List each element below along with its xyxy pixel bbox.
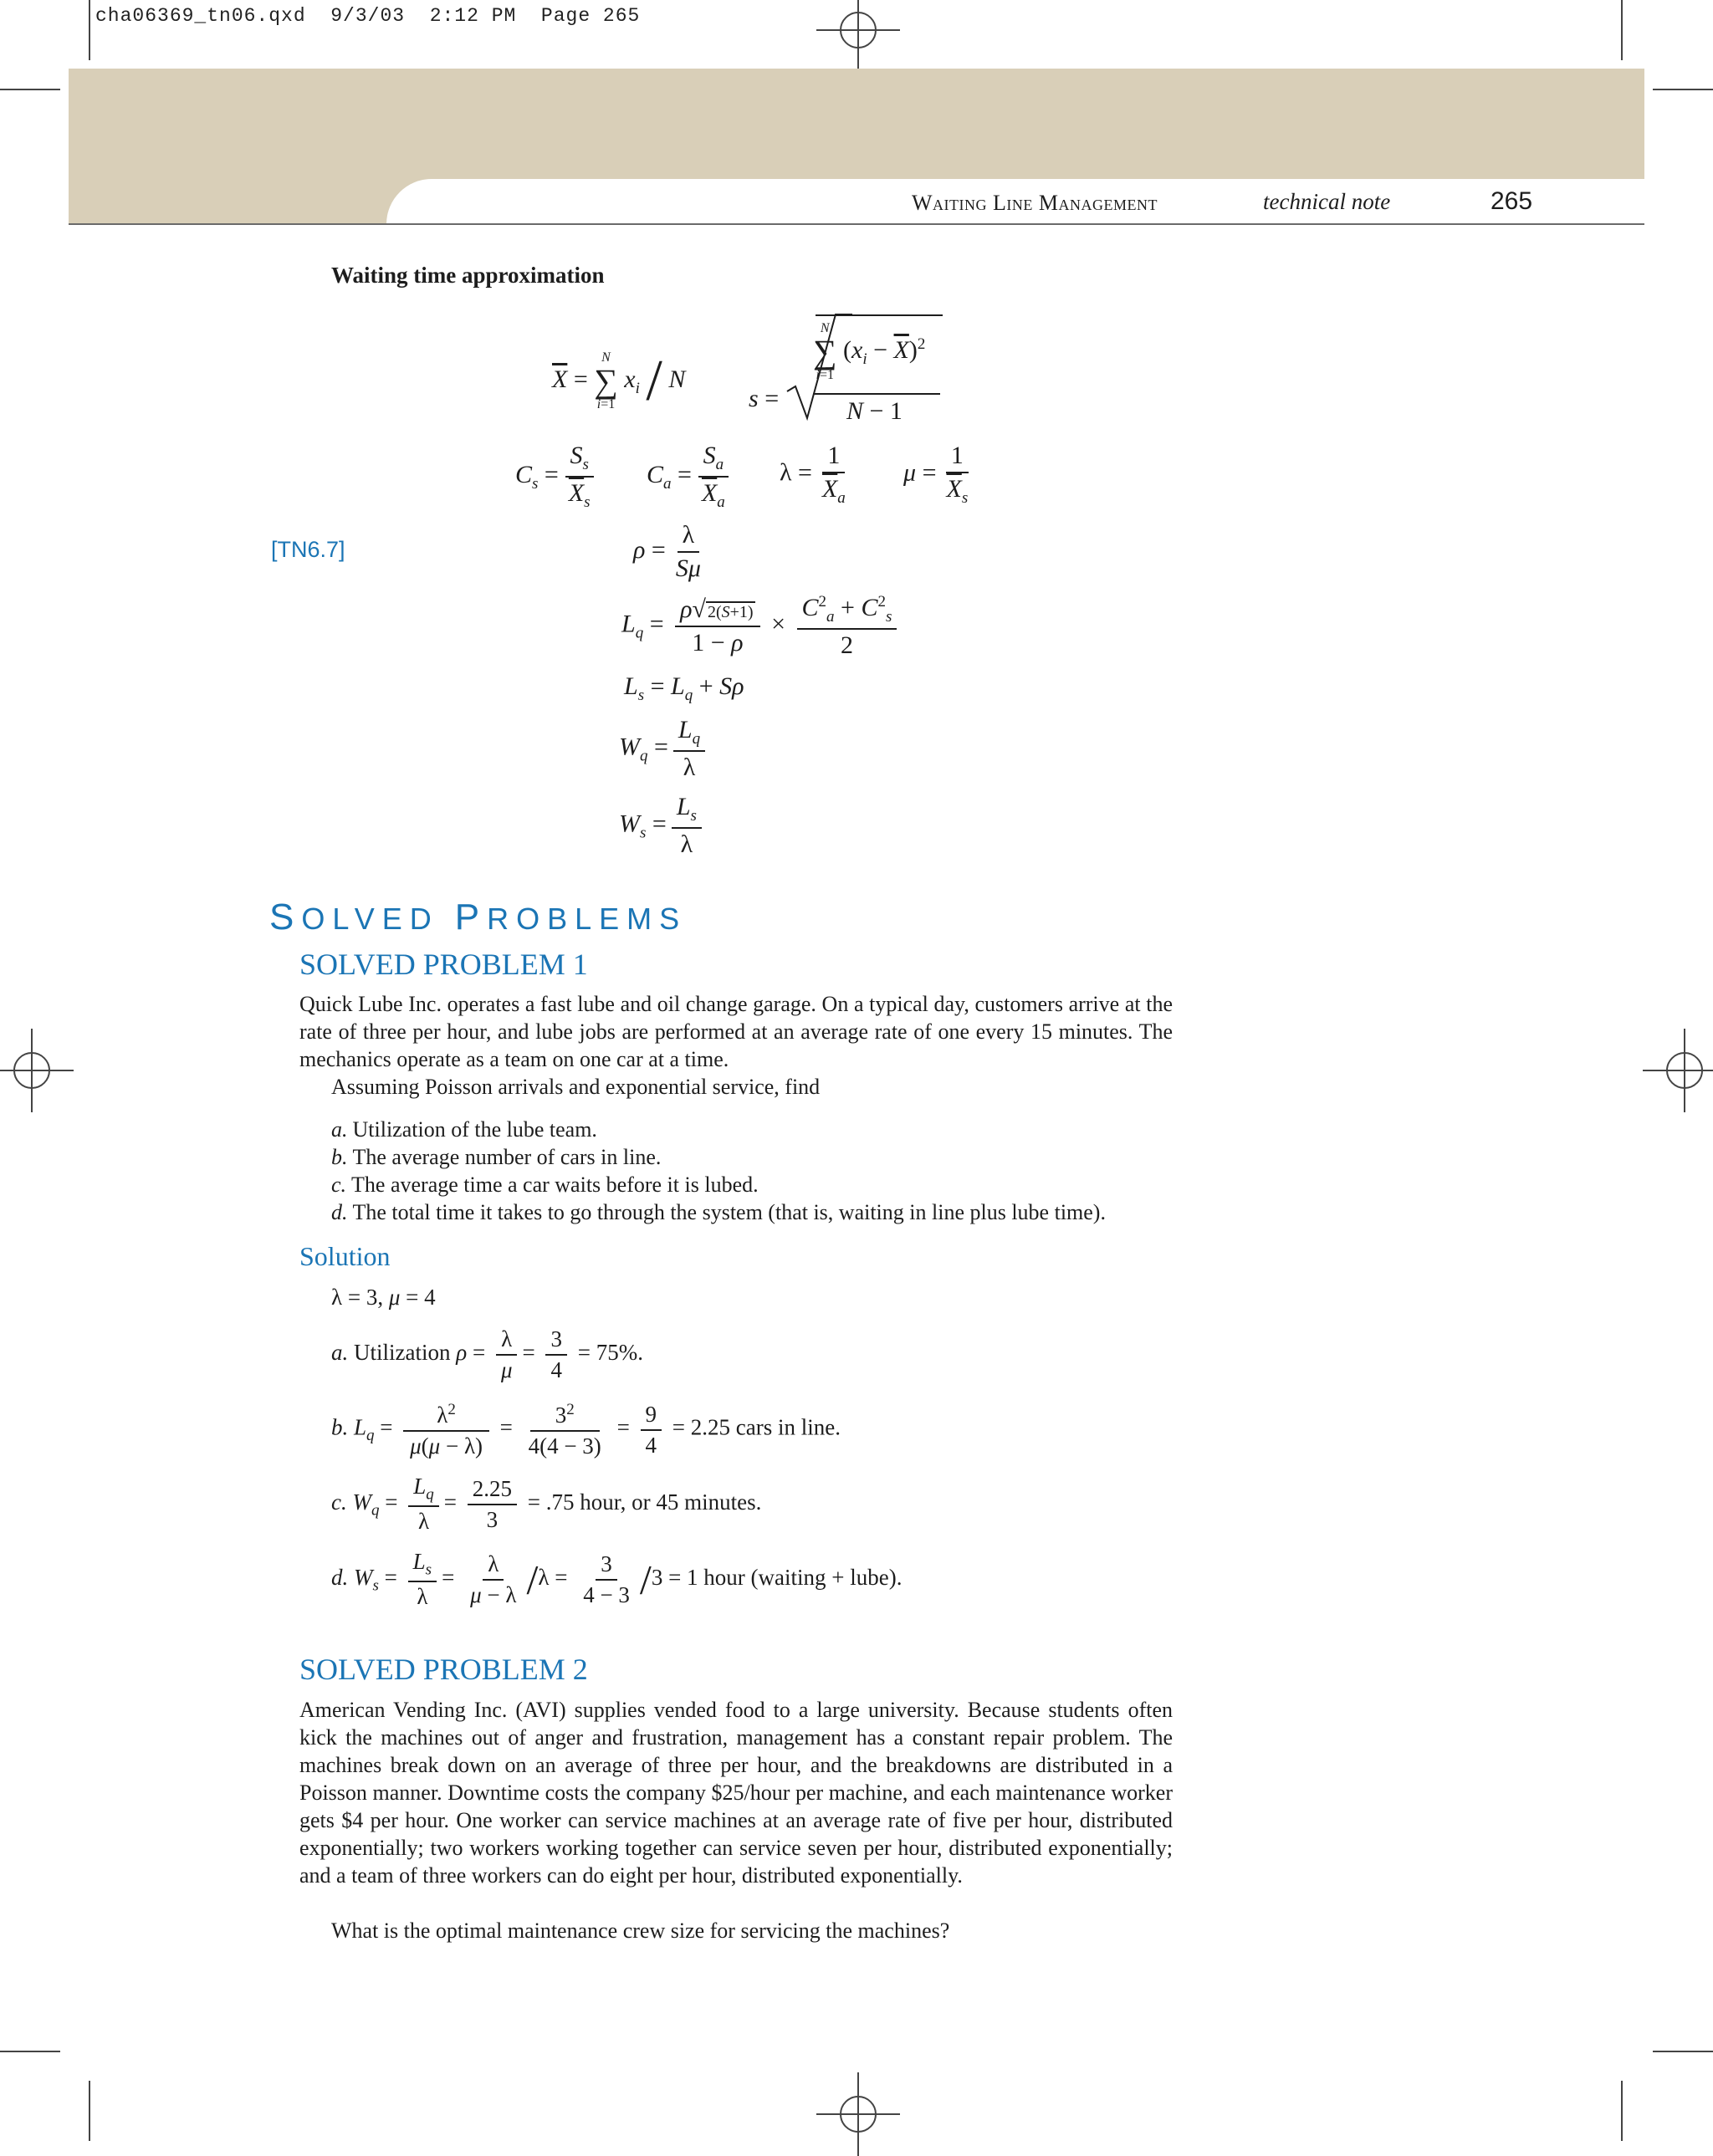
formula-rho: ρ = $\frac{\lambda}{S\mu}$ (633, 521, 701, 582)
crop-mark (0, 2051, 60, 2052)
item-text: The total time it takes to go through the system (that is, waiting in line plus lube time). (352, 1200, 1106, 1224)
sqrt-bar (816, 314, 943, 316)
solution-d-result: = 1 hour (waiting + lube). (668, 1564, 903, 1590)
problem-1-prompt: Assuming Poisson arrivals and exponential service, find (331, 1075, 821, 1099)
item-letter: b. (331, 1145, 348, 1169)
solution-label: Solution (299, 1241, 391, 1271)
solution-c: c. $W_q$ = $\frac{L_q}{\lambda}$ = $\frac{2.25}{3}$ = .75 hour, or 45 minutes. (331, 1474, 762, 1535)
formula-std-dev-numerator: N ∑ i=1 $(x_i - \overline{X})^2$ (813, 321, 926, 382)
item-letter: c. (331, 1173, 347, 1197)
item-letter: a. (331, 1117, 348, 1142)
registration-mark (13, 1052, 50, 1089)
solution-b: b. $L_q$ = $\frac{\lambda^2}{\mu(\mu - \lambda)}$ = $\frac{3^2}{4(4 - 3)}$ = $\frac{9}{4}$ = 2.25 cars in line. (331, 1401, 841, 1459)
formula-wq: $W_q$ = $\frac{L_q}{\lambda}$ (619, 718, 710, 780)
solution-a-label: Utilization (354, 1340, 451, 1366)
crop-mark (89, 2081, 90, 2141)
slug-date: 9/3/03 (330, 5, 406, 27)
formula-std-dev-denominator: N − 1 (846, 397, 903, 425)
registration-mark (1666, 1052, 1703, 1089)
formula-ca: $C_a$ = $\frac{S_a}{\overline{X}_a}$ (647, 443, 735, 510)
problem-2-text: American Vending Inc. (AVI) supplies vended food to a large university. Because students often kick the machines out of anger and frustration, management has a constant repair problem. The machines break down on an average of three per hour, and the breakdowns are distributed in a Poisson manner. Downtime costs the company $25/hour per machine, and each maintenance worker gets $4 per hour. One worker can service machines at an average rate of five per hour, distributed exponentially; two workers working together can service seven per hour, distributed exponentially; and a team of three workers can do eight per hour, distributed exponentially. (299, 1698, 1173, 1888)
item-text: The average time a car waits before it is lubed. (351, 1173, 759, 1197)
item-letter: d. (331, 1200, 348, 1224)
solution-d: d. $W_s$ = $\frac{L_s}{\lambda}$ = $\frac{\lambda}{\mu - \lambda}$ /λ = $\frac{3}{4 - 3}$ /3 = 1 hour (waiting + lube). (331, 1549, 903, 1610)
formula-ws: $W_s$ = $\frac{L_s}{\lambda}$ (619, 794, 707, 857)
solution-a: a. Utilization ρ = $\frac{\lambda}{\mu}$ = $\frac{3}{4}$ = 75%. (331, 1326, 643, 1382)
solution-b-result: = 2.25 cars in line. (672, 1414, 841, 1440)
slug-file: cha06369_tn06.qxd (95, 5, 306, 27)
slug-page: Page 265 (540, 5, 641, 27)
list-item (331, 1143, 1176, 1171)
formula-lq: $L_q$ = $\frac{\rho√ 2(S+1)}{1 - \rho}$ × $\frac{C^2_a + C^2_s}{2}$ (621, 594, 902, 658)
list-item (331, 1171, 1176, 1198)
crop-mark (1653, 89, 1713, 90)
approximation-heading: Waiting time approximation (331, 263, 605, 288)
problem-1-title: SOLVED PROBLEM 1 (299, 948, 588, 981)
problem-1-items (331, 1116, 1176, 1226)
solution-given: λ = 3, μ = 4 (331, 1285, 436, 1310)
crop-mark (1621, 0, 1623, 60)
solution-a-result: = 75%. (577, 1340, 643, 1366)
formula-mu: μ = $\frac{1}{\overline{X}_s}$ (903, 442, 969, 507)
problem-2-title: SOLVED PROBLEM 2 (299, 1653, 588, 1686)
running-title: Waiting Line Management (912, 191, 1158, 215)
crop-mark (1653, 2051, 1713, 2052)
page-number: 265 (1491, 187, 1533, 215)
crop-mark (0, 89, 60, 90)
formula-lambda: λ = $\frac{1}{\overline{X}_a}$ (780, 442, 846, 507)
registration-mark (840, 2096, 877, 2133)
fraction-bar (813, 393, 940, 395)
section-title: SOLVED PROBLEMS (269, 897, 688, 938)
running-note: technical note (1263, 189, 1391, 214)
formula-cs: $C_s$ = $\frac{S_s}{\overline{X}_s}$ (515, 443, 601, 510)
problem-1-text: Quick Lube Inc. operates a fast lube and oil change garage. On a typical day, customers arrive at the rate of three per hour, and lube jobs are performed at an average rate of one every 15 minutes. The mechanics operate as a team on one car at a time. (299, 992, 1173, 1071)
list-item (331, 1198, 1176, 1226)
formula-ls: $L_s = L_q + S\rho$ (624, 672, 744, 704)
slug-line (95, 5, 640, 27)
item-text: Utilization of the lube team. (352, 1117, 597, 1142)
crop-mark (1621, 2081, 1623, 2141)
item-text: The average number of cars in line. (352, 1145, 662, 1169)
solution-c-result: = .75 hour, or 45 minutes. (527, 1489, 762, 1515)
slug-time: 2:12 PM (429, 5, 517, 27)
registration-mark (840, 12, 877, 49)
header-rule (69, 223, 1644, 225)
equation-reference: [TN6.7] (271, 537, 345, 562)
problem-2-question: What is the optimal maintenance crew size for servicing the machines? (331, 1918, 950, 1943)
list-item (331, 1116, 1176, 1143)
formula-mean: $\overline{X}$ = N ∑ i=1 $x_i$ / N (552, 349, 686, 413)
crop-mark (89, 0, 90, 60)
